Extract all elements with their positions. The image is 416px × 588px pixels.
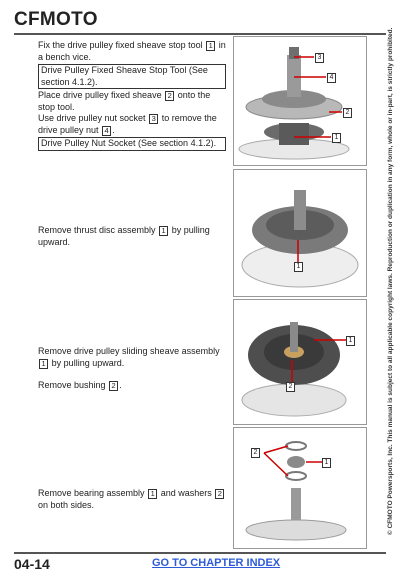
photo-sliding-sheave-removal	[233, 299, 367, 425]
step-2-line-1: Remove thrust disc assembly 1 by pulling upward.	[38, 225, 210, 247]
tool-note-nut-socket: Drive Pulley Nut Socket (See section 4.1.2).	[38, 137, 226, 151]
photo-bearing-removal	[233, 427, 367, 549]
step-1-text	[38, 40, 226, 152]
reference-number: 1	[159, 226, 168, 236]
drive-pulley-illustration-1	[234, 37, 366, 165]
step-1-line-1: Fix the drive pulley fixed sheave stop tool 1 in a bench vice.	[38, 40, 226, 62]
reference-number: 4	[102, 126, 111, 136]
callout-2: 2	[286, 382, 295, 392]
reference-number: 1	[148, 489, 157, 499]
reference-number: 3	[149, 114, 158, 124]
page-number: 04-14	[14, 556, 50, 572]
header-divider	[14, 33, 386, 35]
callout-1: 1	[346, 336, 355, 346]
callout-2: 2	[251, 448, 260, 458]
step-4-line-1: Remove bearing assembly 1 and washers 2 on both sides.	[38, 488, 226, 511]
drive-pulley-illustration-4	[234, 428, 366, 548]
tool-note-stop-tool: Drive Pulley Fixed Sheave Stop Tool (See section 4.1.2).	[38, 64, 226, 89]
step-2-text	[38, 225, 226, 248]
brand-logo: CFMOTO	[14, 9, 98, 30]
step-4-text	[38, 488, 226, 511]
reference-number: 2	[109, 381, 118, 391]
reference-number: 1	[39, 359, 48, 369]
reference-number: 2	[215, 489, 224, 499]
photo-thrust-disc-removal	[233, 169, 367, 297]
step-1-line-2: Place drive pulley fixed sheave 2 onto the stop tool.	[38, 90, 211, 112]
callout-1: 1	[322, 458, 331, 468]
footer-divider	[14, 552, 386, 554]
photo-drive-pulley-nut-removal	[233, 36, 367, 166]
chapter-index-link[interactable]: GO TO CHAPTER INDEX	[152, 557, 281, 569]
callout-4: 4	[327, 73, 336, 83]
step-1-line-3: Use drive pulley nut socket 3 to remove the drive pulley nut 4 .	[38, 113, 217, 135]
copyright-notice: © CFMOTO Powersports, Inc. This manual is subject to all applicable copyright laws. Reproduction or duplication in any form, whole or in-part, is strictly prohibited.	[387, 27, 394, 535]
drive-pulley-illustration-2	[234, 170, 366, 296]
callout-1: 1	[332, 133, 341, 143]
step-3-line-1: Remove drive pulley sliding sheave assembly 1 by pulling upward.	[38, 346, 220, 368]
drive-pulley-illustration-3	[234, 300, 366, 424]
reference-number: 2	[165, 91, 174, 101]
step-3-text	[38, 346, 226, 392]
callout-3: 3	[315, 53, 324, 63]
callout-2: 2	[343, 108, 352, 118]
callout-1: 1	[294, 262, 303, 272]
reference-number: 1	[206, 41, 215, 51]
step-3-line-2: Remove bushing 2 .	[38, 380, 122, 390]
